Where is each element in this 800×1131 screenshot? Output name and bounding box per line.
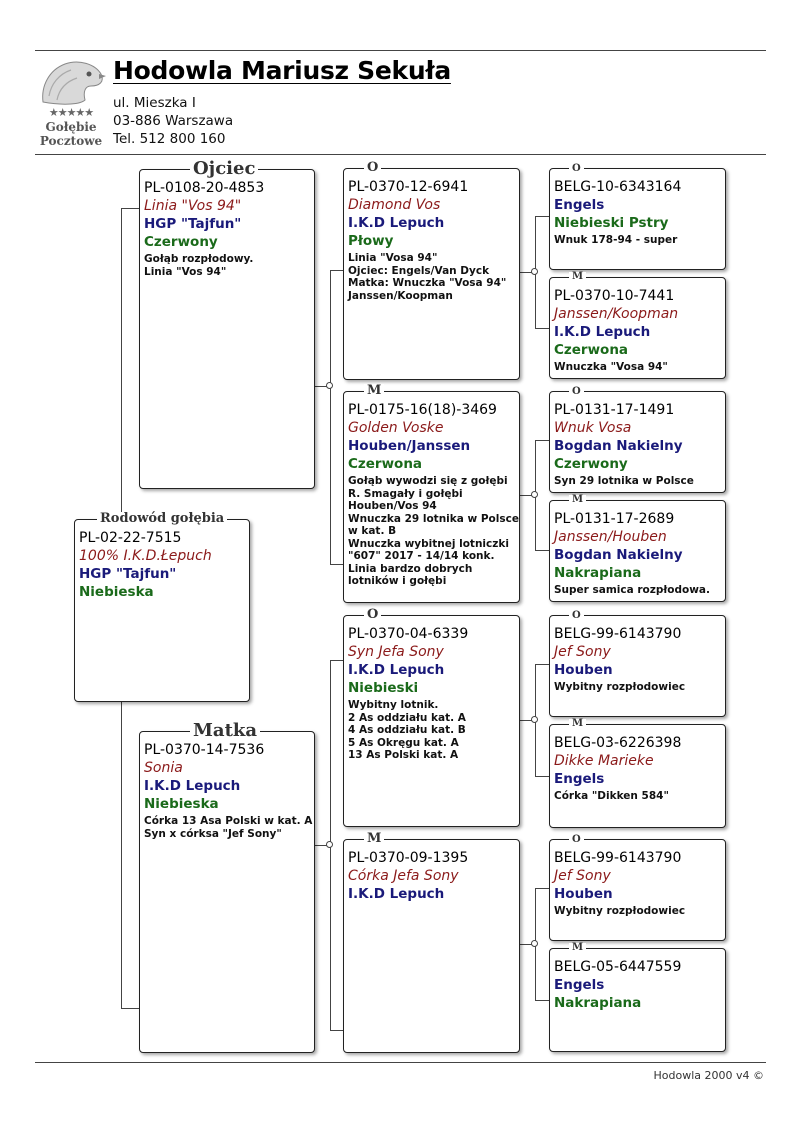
bird-breed: Houben: [554, 886, 613, 902]
great-grandparent-card[interactable]: [549, 168, 726, 270]
bird-color: Nakrapiana: [554, 565, 642, 581]
bird-name: 100% I.K.D.Łepuch: [79, 548, 212, 564]
connector-dot: [531, 940, 538, 947]
description-line: w kat. B: [348, 525, 397, 537]
ring-number: PL-02-22-7515: [79, 530, 182, 546]
bird-name: Jef Sony: [554, 868, 611, 884]
ring-number: PL-0175-16(18)-3469: [348, 402, 497, 418]
rating-stars: ★★★★★: [48, 106, 94, 119]
bird-breed: Bogdan Nakielny: [554, 438, 683, 454]
bird-breed: Engels: [554, 977, 605, 993]
description-line: Córka "Dikken 584": [554, 790, 669, 802]
description-line: Wybitny lotnik.: [348, 699, 439, 711]
connector: [330, 1030, 343, 1031]
description-line: 13 As Polski kat. A: [348, 749, 459, 761]
bird-name: Linia "Vos 94": [144, 198, 242, 214]
bird-breed: I.K.D Lepuch: [348, 886, 445, 902]
ring-number: PL-0370-09-1395: [348, 850, 469, 866]
maternal-grandfather-card[interactable]: [343, 615, 520, 827]
dam-label: M: [364, 384, 384, 397]
pigeon-head-icon: [35, 56, 107, 112]
description-line: "607" 2017 - 14/14 konk.: [348, 550, 495, 562]
bird-description: [554, 681, 721, 694]
description-line: Syn x córksa "Jef Sony": [144, 827, 282, 840]
great-grandparent-card[interactable]: [549, 277, 726, 379]
connector: [535, 776, 549, 777]
great-grandparent-card[interactable]: [549, 391, 726, 493]
bird-breed: I.K.D Lepuch: [348, 215, 445, 231]
connector-dot: [531, 491, 538, 498]
ring-number: PL-0108-20-4853: [144, 180, 265, 196]
bird-color: Niebieska: [79, 584, 154, 600]
dam-label: M: [364, 832, 384, 845]
description-line: Córka 13 Asa Polski w kat. A: [144, 815, 313, 827]
bird-color: Niebieski Pstry: [554, 215, 669, 231]
connector: [330, 270, 331, 564]
bird-breed: HGP "Tajfun": [79, 566, 177, 582]
bird-breed: Bogdan Nakielny: [554, 547, 683, 563]
bird-color: Czerwony: [554, 456, 628, 472]
description-line: Ojciec: Engels/Van Dyck: [348, 264, 490, 277]
bird-color: Płowy: [348, 233, 394, 249]
ring-number: PL-0370-12-6941: [348, 179, 469, 195]
description-line: Wnuczka wybitnej lotniczki: [348, 537, 509, 550]
ring-number: PL-0370-14-7536: [144, 742, 265, 758]
ring-number: BELG-03-6226398: [554, 735, 682, 751]
sire-label: O: [569, 611, 584, 621]
footer-text: Hodowla 2000 v4 ©: [653, 1069, 764, 1082]
bird-description: [554, 234, 721, 247]
sire-label: O: [569, 835, 584, 845]
connector: [535, 550, 549, 551]
bird-breed: I.K.D Lepuch: [348, 662, 445, 678]
sire-label: O: [569, 387, 584, 397]
phone: Tel. 512 800 160: [113, 131, 226, 147]
bird-breed: Engels: [554, 771, 605, 787]
bird-color: Niebieska: [144, 796, 219, 812]
dam-label: M: [569, 943, 586, 953]
bird-name: Dikke Marieke: [554, 753, 654, 769]
logo-text-line1: Gołębie: [45, 120, 97, 134]
mother-label: Matka: [190, 722, 260, 740]
great-grandparent-card[interactable]: [549, 948, 726, 1052]
description-line: Wybitny rozpłodowiec: [554, 905, 686, 917]
bird-name: Diamond Vos: [348, 197, 441, 213]
great-grandparent-card[interactable]: [549, 724, 726, 828]
bird-breed: HGP "Tajfun": [144, 216, 242, 232]
description-line: Linia "Vos 94": [144, 265, 227, 278]
description-line: Linia bardzo dobrych: [348, 562, 473, 575]
bird-name: Córka Jefa Sony: [348, 868, 459, 884]
bird-description: [144, 253, 310, 278]
ring-number: BELG-99-6143790: [554, 626, 682, 642]
address-line1: ul. Mieszka I: [113, 95, 196, 111]
ring-number: PL-0131-17-2689: [554, 511, 675, 527]
connector-dot: [531, 268, 538, 275]
ring-number: PL-0370-10-7441: [554, 288, 675, 304]
bird-description: [554, 475, 721, 488]
address-line2: 03-886 Warszawa: [113, 113, 234, 129]
mother-card[interactable]: [139, 731, 315, 1053]
description-line: 5 As Okręgu kat. A: [348, 736, 459, 749]
connector: [535, 888, 549, 889]
subject-bird-card[interactable]: [74, 519, 250, 702]
connector: [535, 328, 549, 329]
description-line: Super samica rozpłodowa.: [554, 584, 710, 596]
header-rule: [35, 154, 766, 155]
connector-dot: [326, 841, 333, 848]
page-title: Hodowla Mariusz Sekuła: [113, 56, 451, 85]
sire-label: O: [569, 164, 584, 174]
father-label: Ojciec: [190, 160, 258, 178]
description-line: Wybitny rozpłodowiec: [554, 681, 686, 693]
description-line: lotników i gołębi: [348, 575, 447, 587]
connector: [535, 216, 549, 217]
connector: [330, 270, 343, 271]
description-line: Wnuk 178-94 - super: [554, 234, 678, 246]
bird-breed: I.K.D Lepuch: [554, 324, 651, 340]
description-line: Linia "Vosa 94": [348, 252, 438, 264]
description-line: R. Smagały i gołębi: [348, 487, 463, 500]
connector: [535, 440, 549, 441]
great-grandparent-card[interactable]: [549, 615, 726, 717]
bird-breed: Engels: [554, 197, 605, 213]
bird-breed: Houben: [554, 662, 613, 678]
maternal-grandmother-card[interactable]: [343, 839, 520, 1053]
description-line: Gołąb rozpłodowy.: [144, 253, 254, 265]
bird-name: Wnuk Vosa: [554, 420, 632, 436]
bird-description: [554, 361, 721, 374]
description-line: Janssen/Koopman: [348, 289, 453, 302]
bird-name: Janssen/Koopman: [554, 306, 679, 322]
connector: [121, 208, 139, 209]
bird-description: [348, 475, 519, 588]
connector: [330, 564, 343, 565]
connector-dot: [326, 382, 333, 389]
great-grandparent-card[interactable]: [549, 839, 726, 941]
bird-name: Sonia: [144, 760, 183, 776]
bird-breed: I.K.D Lepuch: [144, 778, 241, 794]
bird-color: Czerwony: [144, 234, 218, 250]
sire-label: O: [364, 161, 381, 174]
description-line: Houben/Vos 94: [348, 500, 437, 512]
bird-description: [348, 252, 515, 302]
connector: [535, 664, 549, 665]
ring-number: PL-0370-04-6339: [348, 626, 469, 642]
bird-description: [554, 905, 721, 918]
connector: [330, 660, 343, 661]
logo-text-line2: Pocztowe: [39, 134, 103, 148]
bird-name: Jef Sony: [554, 644, 611, 660]
ring-number: PL-0131-17-1491: [554, 402, 675, 418]
description-line: 2 As oddziału kat. A: [348, 711, 466, 724]
great-grandparent-card[interactable]: [549, 500, 726, 602]
paternal-grandmother-card[interactable]: [343, 391, 520, 603]
connector-dot: [531, 716, 538, 723]
bird-color: Czerwona: [348, 456, 423, 472]
bird-breed: Houben/Janssen: [348, 438, 471, 454]
bird-name: Golden Voske: [348, 420, 444, 436]
description-line: Gołąb wywodzi się z gołębi: [348, 475, 508, 487]
bird-color: Czerwona: [554, 342, 629, 358]
bird-description: [554, 584, 721, 597]
dam-label: M: [569, 495, 586, 505]
description-line: 4 As oddziału kat. B: [348, 724, 466, 736]
bird-color: Niebieski: [348, 680, 419, 696]
dam-label: M: [569, 719, 586, 729]
bird-description: [554, 790, 721, 803]
description-line: Wnuczka 29 lotnika w Polsce: [348, 512, 519, 525]
bird-description: [348, 699, 515, 762]
father-card[interactable]: [139, 169, 315, 489]
description-line: Syn 29 lotnika w Polsce: [554, 475, 694, 487]
dam-label: M: [569, 272, 586, 282]
top-rule: [35, 50, 766, 51]
connector: [121, 1008, 139, 1009]
description-line: Matka: Wnuczka "Vosa 94": [348, 277, 507, 289]
connector: [535, 1000, 549, 1001]
ring-number: BELG-10-6343164: [554, 179, 682, 195]
footer-rule: [35, 1062, 766, 1063]
bird-color: Nakrapiana: [554, 995, 642, 1011]
paternal-grandfather-card[interactable]: [343, 168, 520, 380]
bird-name: Syn Jefa Sony: [348, 644, 444, 660]
bird-description: [144, 815, 313, 840]
description-line: Wnuczka "Vosa 94": [554, 361, 668, 373]
ring-number: BELG-99-6143790: [554, 850, 682, 866]
sire-label: O: [364, 608, 381, 621]
subject-label: Rodowód gołębia: [97, 512, 227, 525]
logo: [35, 56, 107, 148]
bird-name: Janssen/Houben: [554, 529, 667, 545]
ring-number: BELG-05-6447559: [554, 959, 682, 975]
